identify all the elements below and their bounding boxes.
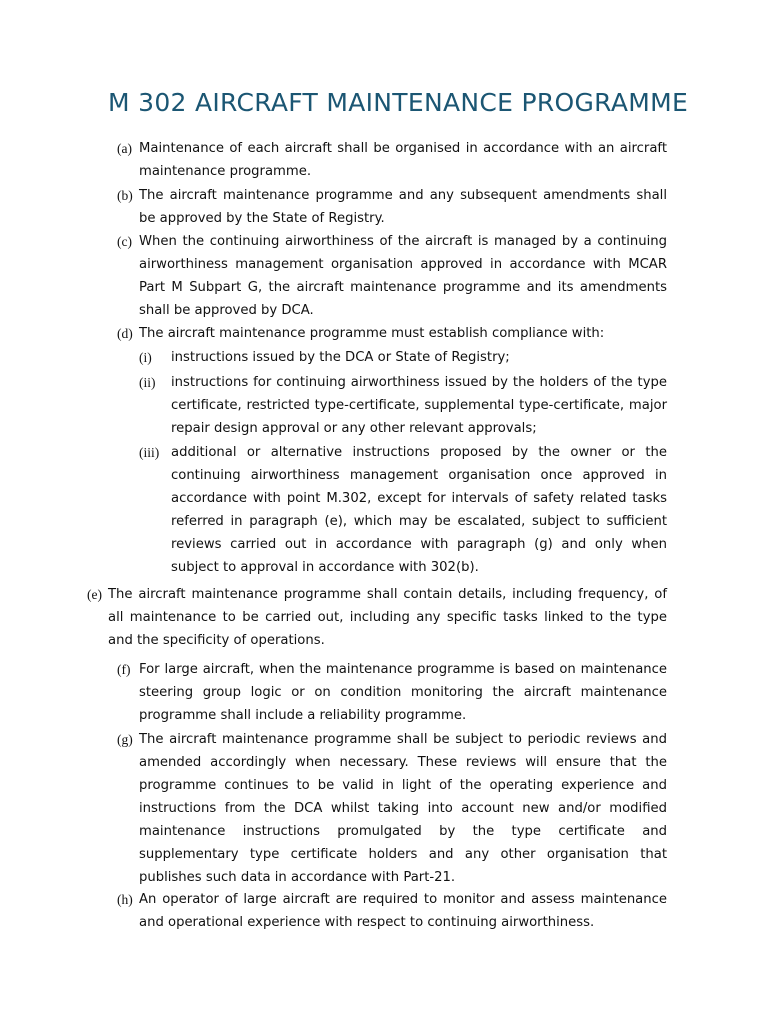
clause-b bbox=[117, 184, 667, 230]
clause-text: The aircraft maintenance programme and any subsequent amendments shall be approved by the State of Registry. bbox=[139, 188, 667, 226]
subclause-marker: (iii) bbox=[139, 445, 160, 460]
clause-marker: (h) bbox=[117, 892, 133, 907]
subclause-text: additional or alternative instructions proposed by the owner or the continuing airworthiness management organisation once approved in accordance with point M.302, except for intervals of safety related tasks referred in paragraph (e), which may be escalated, subject to sufficient reviews carried out in accordance with paragraph (g) and only when subject to approval in accordance with 302(b). bbox=[171, 445, 667, 575]
clause-f bbox=[117, 658, 667, 727]
subclause-marker: (i) bbox=[139, 350, 152, 365]
clause-text: For large aircraft, when the maintenance programme is based on maintenance steering group logic or on condition monitoring the aircraft maintenance programme shall include a reliability programme. bbox=[139, 662, 667, 723]
clause-marker: (c) bbox=[117, 234, 132, 249]
clause-d bbox=[117, 322, 667, 345]
subclause-d-i bbox=[139, 346, 667, 369]
page-title: M 302 AIRCRAFT MAINTENANCE PROGRAMME bbox=[108, 88, 689, 117]
clause-text: The aircraft maintenance programme must establish compliance with: bbox=[139, 326, 605, 341]
clause-marker: (d) bbox=[117, 326, 133, 341]
clause-g bbox=[117, 728, 667, 889]
clause-text: When the continuing airworthiness of the aircraft is managed by a continuing airworthiness management organisation approved in accordance with MCAR Part M Subpart G, the aircraft maintenance programme and its amendments shall be approved by DCA. bbox=[139, 234, 667, 318]
clause-marker: (e) bbox=[87, 587, 102, 602]
subclause-d-ii bbox=[139, 371, 667, 440]
subclause-marker: (ii) bbox=[139, 375, 156, 390]
subclause-d-iii bbox=[139, 441, 667, 579]
clause-marker: (a) bbox=[117, 141, 132, 156]
clause-a bbox=[117, 137, 667, 183]
subclause-text: instructions issued by the DCA or State of Registry; bbox=[171, 350, 510, 365]
clause-h bbox=[117, 888, 667, 934]
subclause-text: instructions for continuing airworthiness issued by the holders of the type certificate, restricted type-certificate, supplemental type-certificate, major repair design approval or any other relevant approvals; bbox=[171, 375, 667, 436]
clause-text: The aircraft maintenance programme shall contain details, including frequency, of all maintenance to be carried out, including any specific tasks linked to the type and the specificity of operations. bbox=[108, 587, 667, 648]
clause-marker: (b) bbox=[117, 188, 133, 203]
clause-c bbox=[117, 230, 667, 322]
clause-marker: (g) bbox=[117, 732, 133, 747]
clause-e bbox=[87, 583, 667, 652]
clause-text: An operator of large aircraft are required to monitor and assess maintenance and operational experience with respect to continuing airworthiness. bbox=[139, 892, 667, 930]
clause-text: The aircraft maintenance programme shall be subject to periodic reviews and amended accordingly when necessary. These reviews will ensure that the programme continues to be valid in light of the operating experience and instructions from the DCA whilst taking into account new and/or modified maintenance instructions promulgated by the type certificate and supplementary type certificate holders and any other organisation that publishes such data in accordance with Part-21. bbox=[139, 732, 667, 885]
clause-text: Maintenance of each aircraft shall be organised in accordance with an aircraft maintenance programme. bbox=[139, 141, 667, 179]
clause-marker: (f) bbox=[117, 662, 131, 677]
